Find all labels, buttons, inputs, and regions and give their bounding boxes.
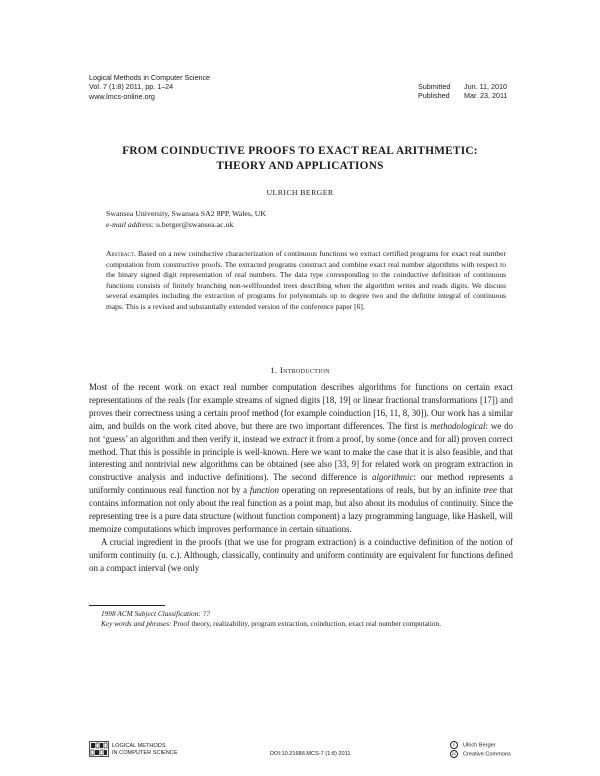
- text-run: Most of the recent work on exact real number computation describes algorithms for functions on certain exact representations of the reals (for example streams of signed digits [18, 19] or linear fractional transformations [17]) and proves their correctness using a certain proof method (for example coinduction [16, 11, 8, 30]). Our work has a similar aim, and builds on the work cited above, but there are two important differences. The first is: [89, 382, 513, 431]
- doi: DOI:10.2168/LMCS-7 (1:8) 2011: [270, 751, 351, 757]
- footnotes: [89, 609, 513, 630]
- paper-title: [60, 144, 540, 173]
- keywords-text: Proof theory, realizability, program extraction, coinduction, exact real number computation.: [171, 619, 442, 629]
- abstract: [106, 249, 506, 313]
- text-run: : our method represents a uniformly continuous real function not by a: [89, 472, 513, 496]
- emphasis: function: [249, 485, 279, 496]
- title-line-2: THEORY AND APPLICATIONS: [216, 159, 384, 172]
- footnote-rule: [89, 605, 165, 606]
- dates-block: [418, 82, 507, 101]
- emphasis: extract: [282, 433, 308, 444]
- affiliation: [106, 209, 266, 230]
- acm-classification: [89, 609, 513, 619]
- acm-text: 1998 ACM Subject Classification: ??: [101, 609, 210, 618]
- emphasis: tree: [483, 485, 497, 496]
- published-date: Mar. 23, 2011: [464, 91, 508, 101]
- copyright-row: [450, 741, 511, 750]
- submitted-label: Submitted: [418, 82, 451, 91]
- paragraph-1: [89, 381, 513, 536]
- logo-line-1: LOGICAL METHODS: [112, 743, 166, 749]
- copyright-icon: c: [450, 741, 458, 749]
- lmcs-logo-text: [112, 743, 178, 756]
- journal-header: [89, 73, 210, 101]
- submitted-row: [418, 82, 507, 91]
- license-row: [450, 750, 511, 759]
- journal-volume: Vol. 7 (1:8) 2011, pp. 1–24: [89, 82, 174, 92]
- abstract-text: Based on a new coinductive characterization of continuous functions we extract certified programs for exact real number computation from constructive proofs. The extracted programs construct and combine exact real number algorithms with respect to the binary signed digit representation of real numbers. The data type corresponding to the coinductive definition of continuous functions consists of finitely branching non-wellfounded trees describing when the algorithm writes and reads digits. We discuss several examples including the extraction of programs for polynomials up to degree two and the definite integral of continuous maps. This is a revised and substantially extended version of the conference paper [6].: [106, 249, 506, 311]
- title-line-1: FROM COINDUCTIVE PROOFS TO EXACT REAL ARITHMETIC:: [122, 145, 478, 157]
- journal-website: www.lmcs-online.org: [89, 91, 155, 101]
- body-text: [89, 381, 513, 575]
- affiliation-email-row: [106, 220, 266, 231]
- keywords: [89, 619, 513, 629]
- text-run: that contains information not only about the real function as a point map, but also about its modulus of continuity. Since the representing tree is a pure data structure (without function component) a lazy programming language, like Haskell, will memoize computations which improves performance in certain situations.: [89, 485, 514, 534]
- section-title: Introduction: [279, 365, 330, 375]
- creative-commons-icon: cc: [451, 751, 457, 757]
- published-label: Published: [418, 91, 450, 101]
- copyright-holder: Ulrich Berger: [463, 742, 496, 749]
- license-block: [450, 741, 511, 760]
- lmcs-logo-icon: [89, 741, 109, 762]
- text-run: : we do not ‘guess’ an algorithm and then verify it, instead we: [89, 420, 513, 444]
- email-label: e-mail address: [106, 219, 152, 229]
- keywords-label: Key words and phrases:: [101, 619, 172, 629]
- emphasis: methodological: [430, 420, 486, 431]
- license-name: Creative Commons: [463, 751, 511, 758]
- affiliation-address: Swansea University, Swansea SA2 8PP, Wales, UK: [106, 209, 267, 218]
- email-address: : u.berger@swansea.ac.uk: [151, 219, 234, 229]
- paragraph-2: A crucial ingredient in the proofs (that we use for program extraction) is a coinductive definition of the notion of uniform continuity (u. c.). Although, classically, continuity and uniform continuity are equivalent for functions defined on a compact interval (we only: [89, 536, 513, 573]
- emphasis: algorithmic: [372, 472, 414, 483]
- journal-name: Logical Methods in Computer Science: [89, 73, 211, 82]
- text-run: it from a proof, by some (once and for all) proven correct method. That this is possible in principle is well-known. Here we want to make the case that it is also feasible, and that interesting and nontrivial new algorithms can be obtained (see also [33, 9] for related work on program extraction in constructive analysis and inductive definitions). The second difference is: [89, 433, 513, 483]
- published-row: [418, 91, 507, 100]
- abstract-label: Abstract.: [106, 249, 136, 258]
- section-number: 1.: [270, 365, 278, 375]
- section-heading: [60, 365, 540, 375]
- logo-line-2: IN COMPUTER SCIENCE: [112, 749, 178, 756]
- submitted-date: Jun. 11, 2010: [464, 82, 508, 91]
- author-name: ULRICH BERGER: [266, 188, 334, 197]
- text-run: operating on representations of reals, but by an infinite: [279, 485, 484, 496]
